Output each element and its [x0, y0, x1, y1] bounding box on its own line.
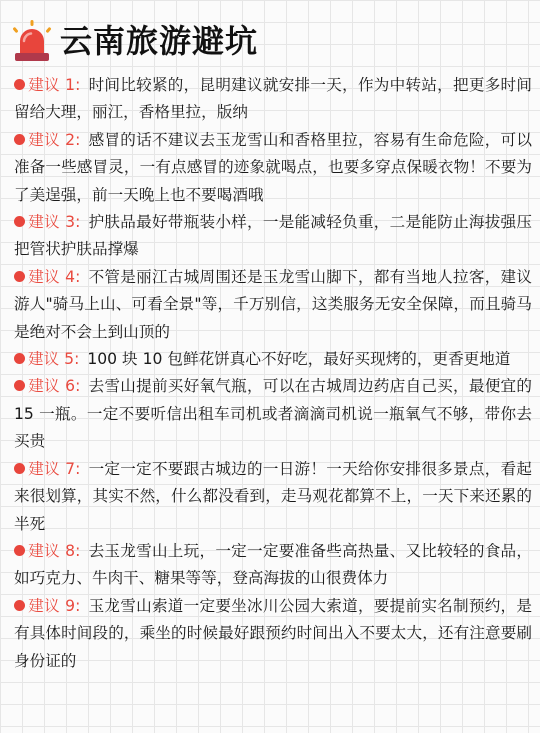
header: [10, 18, 258, 64]
tip-label: 建议 2:: [28, 130, 81, 149]
tip-text: 感冒的话不建议去玉龙雪山和香格里拉，容易有生命危险，可以准备一些感冒灵，一有点感冒的迹象就喝点，也要多穿点保暖衣物！不要为了美逞强，前一天晚上也不要喝酒哦: [14, 130, 532, 204]
tip-text: 玉龙雪山索道一定要坐冰川公园大索道，要提前实名制预约，是有具体时间段的，乘坐的时候最好跟预约时间出入不要太大，还有注意要刷身份证的: [14, 596, 532, 670]
tip-item: [14, 538, 532, 593]
tip-item: [14, 456, 532, 538]
tip-label: 建议 1:: [28, 76, 81, 94]
tip-item: [14, 72, 532, 127]
tip-label: 建议 8:: [28, 541, 81, 560]
tip-text: 时间比较紧的，昆明建议就安排一天，作为中转站，把更多时间留给大理，丽江，香格里拉，版纳: [14, 76, 532, 122]
tip-label: 建议 4:: [28, 267, 81, 286]
tip-label: 建议 6:: [28, 377, 81, 396]
tip-item: [14, 264, 532, 346]
tip-text: 一定一定不要跟古城边的一日游！一天给你安排很多景点，看起来很划算，其实不然，什么都没看到，走马观花都算不上，一天下来还累的半死: [14, 459, 532, 533]
tips-list: [14, 72, 532, 675]
tip-label: 建议 7:: [28, 459, 81, 478]
red-dot-icon: [14, 79, 25, 90]
red-dot-icon: [14, 353, 25, 364]
tip-text: 不管是丽江古城周围还是玉龙雪山脚下，都有当地人拉客，建议游人"骑马上山、可看全景"等，千万别信，这类服务无安全保障，而且骑马是绝对不会上到山顶的: [14, 267, 532, 341]
page-title: 云南旅游避坑: [60, 22, 259, 60]
siren-icon: [10, 19, 54, 63]
tip-item: [14, 209, 532, 264]
red-dot-icon: [14, 463, 25, 474]
tip-text: 护肤品最好带瓶装小样，一是能减轻负重，二是能防止海拔强压把管状护肤品撑爆: [14, 213, 532, 259]
tip-item: [14, 593, 532, 675]
tip-text: 100 块 10 包鲜花饼真心不好吃，最好买现烤的，更香更地道: [87, 350, 511, 369]
red-dot-icon: [14, 545, 25, 556]
tip-item: [14, 346, 532, 373]
tip-label: 建议 3:: [28, 213, 81, 232]
tip-item: [14, 127, 532, 209]
tip-label: 建议 9:: [28, 596, 81, 615]
tip-label: 建议 5:: [28, 350, 80, 369]
red-dot-icon: [14, 134, 25, 145]
tip-item: [14, 373, 532, 455]
red-dot-icon: [14, 216, 25, 227]
red-dot-icon: [14, 380, 25, 391]
tip-text: 去雪山提前买好氧气瓶，可以在古城周边药店自己买，最便宜的 15 一瓶。一定不要听信出租车司机或者滴滴司机说一瓶氧气不够，带你去买贵: [14, 377, 532, 451]
red-dot-icon: [14, 600, 25, 611]
red-dot-icon: [14, 271, 25, 282]
tip-text: 去玉龙雪山上玩，一定一定要准备些高热量、又比较轻的食品，如巧克力、牛肉干、糖果等等，登高海拔的山很费体力: [14, 541, 532, 588]
